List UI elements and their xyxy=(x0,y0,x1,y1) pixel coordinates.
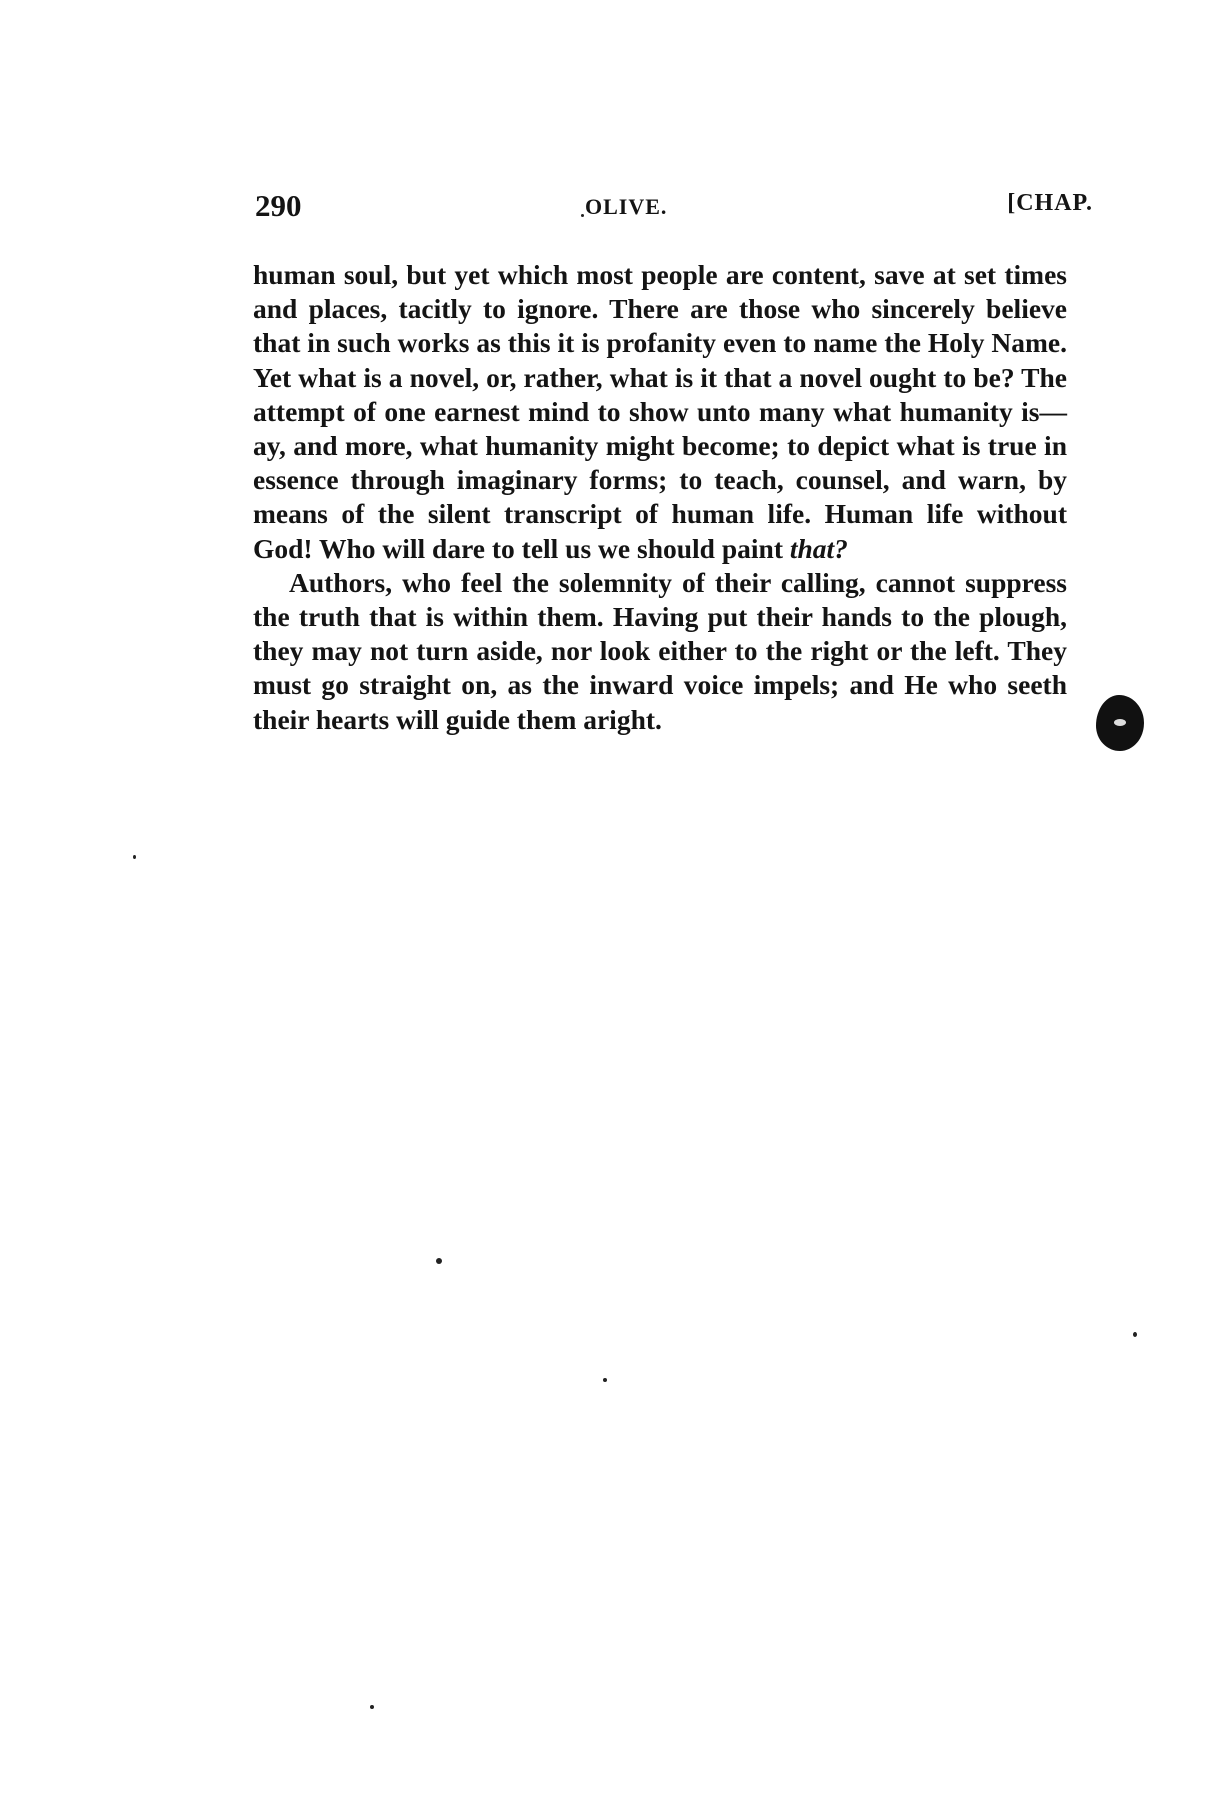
speck xyxy=(370,1705,374,1709)
speck xyxy=(133,855,136,859)
running-title: OLIVE. xyxy=(585,194,668,219)
emphasis-text: that? xyxy=(789,532,848,564)
running-head xyxy=(255,188,1093,228)
chapter-mark: [CHAP. xyxy=(1007,190,1093,216)
page-number: 290 xyxy=(255,188,302,223)
body-text xyxy=(253,258,1067,737)
paragraph: Authors, who feel the solemnity of their calling, cannot suppress the truth that is within them. Having put their hands to the plough, they may not turn aside, nor look either to the right or the left. They must go straight on, as the inward voice impels; and He who seeth their hearts will guide them aright. xyxy=(253,566,1067,735)
paragraph-continued xyxy=(253,258,1067,566)
ink-blot xyxy=(1096,695,1144,751)
speck xyxy=(581,214,584,217)
speck xyxy=(1133,1332,1137,1337)
paragraph-text: human soul, but yet which most people are content, save at set times and places, tacitly to ignore. There are those who sincerely believe that in such works as this it is profanity even to name the Holy Name. Yet what is a novel, or, rather, what is it that a novel ought to be? The attempt of one earnest mind to show unto many what humanity is—ay, and more, what humanity might become; to depict what is true in essence through imaginary forms; to teach, counsel, and warn, by means of the silent transcript of human life. Human life without God! Who will dare to tell us we should paint xyxy=(253,259,1067,564)
speck xyxy=(436,1258,442,1264)
speck xyxy=(603,1378,607,1382)
